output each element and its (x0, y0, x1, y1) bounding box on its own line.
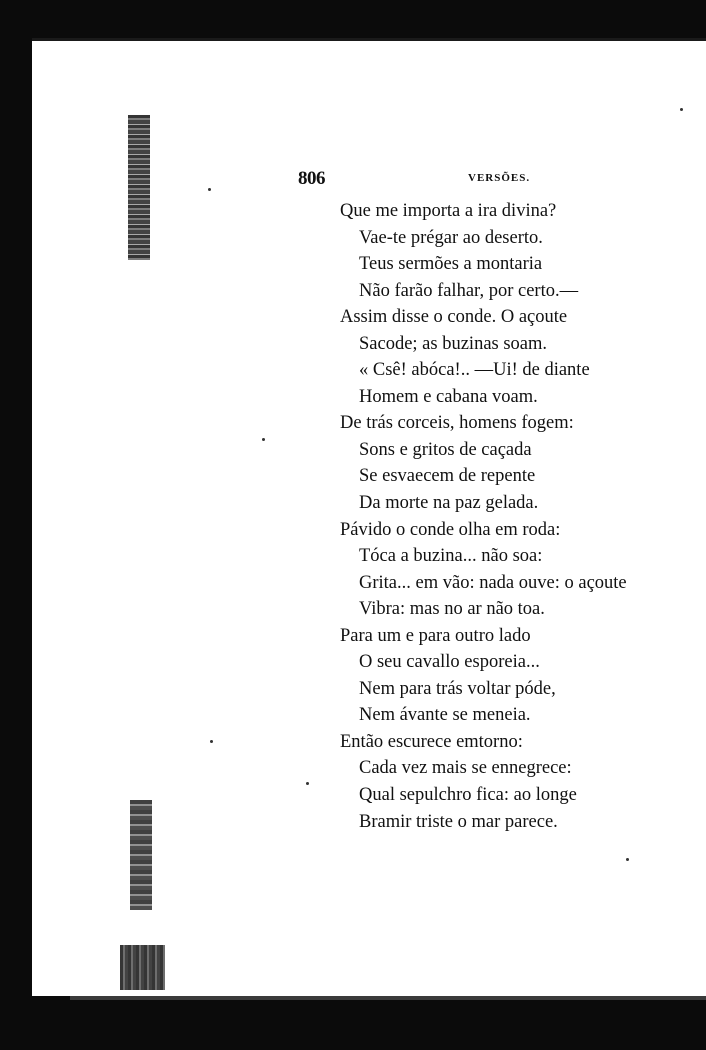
poem-line: Sacode; as buzinas soam. (359, 333, 548, 354)
poem-text (340, 198, 700, 835)
page-number: 806 (298, 168, 325, 189)
poem-line: Vae-te prégar ao deserto. (359, 227, 543, 248)
binding-smudge-top (128, 115, 150, 260)
ink-speck (306, 782, 309, 785)
poem-line: Nem ávante se meneia. (359, 705, 531, 726)
poem-line: De trás corceis, homens fogem: (340, 413, 574, 434)
poem-line: Para um e para outro lado (340, 625, 531, 646)
ink-speck (626, 858, 629, 861)
poem-line: « Csê! abóca!.. —Ui! de diante (359, 360, 590, 381)
scan-frame-bottom (0, 996, 706, 1050)
running-title: VERSÕES. (468, 172, 531, 184)
poem-line: Qual sepulchro fica: ao longe (359, 785, 577, 806)
poem-line: Teus sermões a montaria (359, 254, 543, 275)
poem-line: Então escurece emtorno: (340, 731, 523, 752)
scan-frame-top (0, 0, 706, 40)
poem-line: Não farão falhar, por certo.— (359, 280, 579, 301)
poem-line: Grita... em vão: nada ouve: o açoute (359, 572, 627, 593)
ink-speck (680, 108, 683, 111)
poem-line: Homem e cabana voam. (359, 386, 538, 407)
page-bottom-edge (70, 996, 706, 1000)
binding-smudge-bottom (120, 945, 165, 990)
poem-line: Vibra: mas no ar não toa. (359, 599, 545, 620)
ink-speck (262, 438, 265, 441)
page-header (298, 168, 548, 190)
poem-line: Tóca a buzina... não soa: (359, 546, 543, 567)
poem-line: Cada vez mais se ennegrece: (359, 758, 572, 779)
poem-line: Se esvaecem de repente (359, 466, 536, 487)
poem-line: Da morte na paz gelada. (359, 493, 539, 514)
ink-speck (210, 740, 213, 743)
poem-line: Assim disse o conde. O açoute (340, 307, 568, 328)
poem-line: O seu cavallo esporeia... (359, 652, 540, 673)
poem-line: Que me importa a ira divina? (340, 201, 557, 221)
poem-line: Pávido o conde olha em roda: (340, 519, 561, 540)
poem-line: Nem para trás voltar póde, (359, 678, 556, 699)
poem-line: Bramir triste o mar parece. (359, 811, 558, 832)
binding-smudge-middle (130, 800, 152, 910)
ink-speck (208, 188, 211, 191)
poem-line: Sons e gritos de caçada (359, 439, 532, 460)
